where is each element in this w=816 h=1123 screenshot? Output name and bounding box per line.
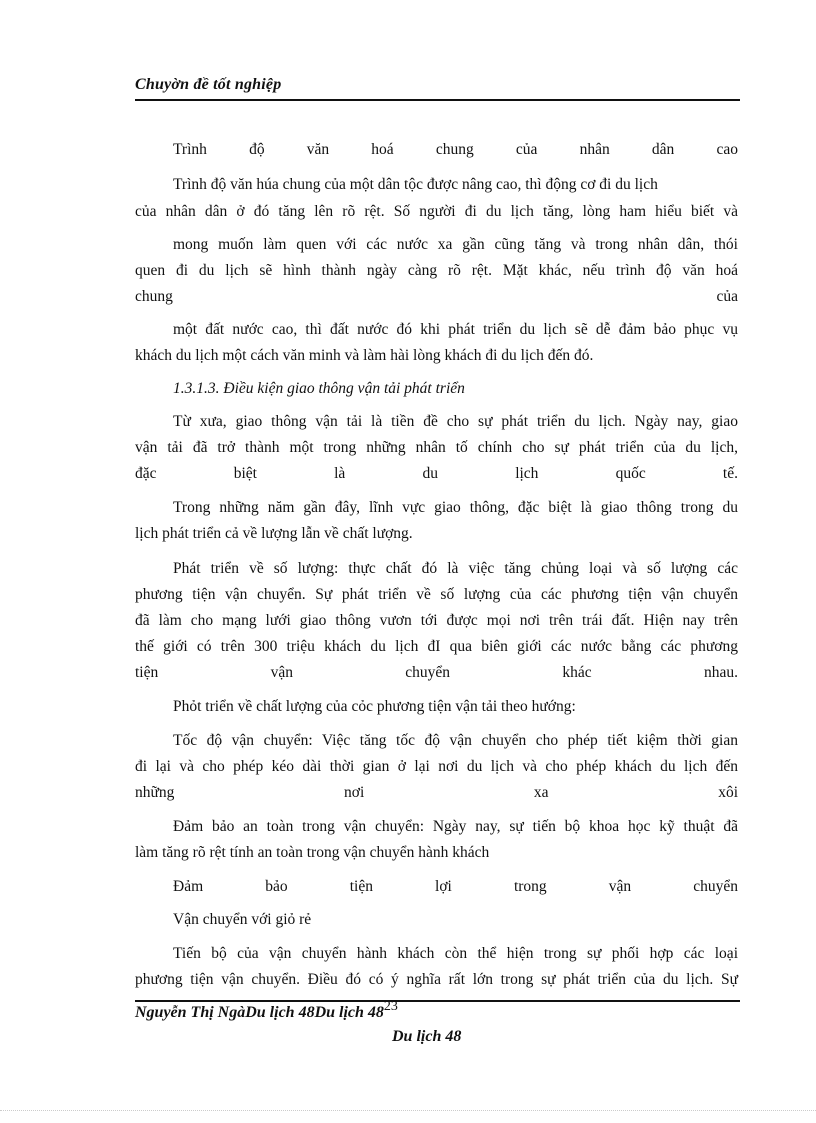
text-line: một đất nước cao, thì đất nước đó khi phát triển du lịch sẽ dễ đảm bảo phục vụ: [173, 321, 738, 338]
text-line: lịch phát triển cả về lượng lẫn về chất lượng.: [135, 525, 413, 542]
text-line: vận tải đã trở thành một trong những nhân tố chính cho sự phát triển của du lịch,: [135, 439, 738, 456]
text-line: Đảm bảo an toàn trong vận chuyển: Ngày nay, sự tiến bộ khoa học kỹ thuật đã: [173, 818, 738, 835]
text-line: Trong những năm gần đây, lĩnh vực giao thông, đặc biệt là giao thông trong du: [173, 499, 738, 516]
text-line: Vận chuyển với giỏ rẻ: [173, 911, 312, 928]
subsection-heading: 1.3.1.3. Điều kiện giao thông vận tải phát triển: [173, 380, 465, 397]
text-line: tiện vận chuyển khác nhau.: [135, 664, 738, 681]
text-line: Phát triển về số lượng: thực chất đó là việc tăng chủng loại và số lượng các: [173, 560, 738, 577]
text-line: đặc biệt là du lịch quốc tế.: [135, 465, 738, 482]
text-line: Trình độ văn hoá chung của nhân dân cao: [173, 141, 738, 158]
page-header-title: Chuyờn đề tốt nghiệp: [135, 76, 282, 93]
text-line: chung của: [135, 288, 738, 305]
text-line: thế giới có trên 300 triệu khách du lịch đI qua biên giới các nước bằng các phương: [135, 638, 738, 655]
page-number: 23: [383, 999, 398, 1014]
text-line: Tốc độ vận chuyển: Việc tăng tốc độ vận chuyển cho phép tiết kiệm thời gian: [173, 732, 738, 749]
text-line: đi lại và cho phép kéo dài thời gian ở lại nơi du lịch và cho phép khách du lịch đến: [135, 758, 738, 775]
text-line: Trình độ văn húa chung của một dân tộc được nâng cao, thì động cơ đi du lịch: [173, 176, 658, 193]
header-divider: [135, 99, 740, 101]
text-line: khách du lịch một cách văn minh và làm hài lòng khách đi du lịch đến đó.: [135, 347, 594, 364]
footer-line: [135, 999, 398, 1022]
text-line: phương tiện vận chuyển. Sự phát triển về số lượng của các phương tiện vận chuyển: [135, 586, 738, 603]
text-line: Tiến bộ của vận chuyển hành khách còn thể hiện trong sự phối hợp các loại: [173, 945, 738, 962]
text-line: quen đi du lịch sẽ hình thành ngày càng rõ rệt. Mặt khác, nếu trình độ văn hoá: [135, 262, 738, 279]
text-line: phương tiện vận chuyển. Điều đó có ý nghĩa rất lớn trong sự phát triển của du lịch. Sự: [135, 971, 738, 988]
footer-divider: [135, 1000, 740, 1002]
text-line: mong muốn làm quen với các nước xa gần cũng tăng và trong nhân dân, thói: [173, 236, 738, 253]
text-line: của nhân dân ở đó tăng lên rõ rệt. Số người đi du lịch tăng, lòng ham hiểu biết và: [135, 203, 738, 220]
text-line: Phỏt triển về chất lượng của cỏc phương tiện vận tải theo hướng:: [173, 698, 576, 715]
page-edge-divider: [0, 1110, 816, 1111]
text-line: làm tăng rõ rệt tính an toàn trong vận chuyển hành khách: [135, 844, 490, 861]
text-line: Đảm bảo tiện lợi trong vận chuyển: [173, 878, 738, 895]
text-line: những nơi xa xôi: [135, 784, 738, 801]
text-line: Từ xưa, giao thông vận tải là tiền đề cho sự phát triển du lịch. Ngày nay, giao: [173, 413, 738, 430]
footer-author: Nguyễn Thị NgàDu lịch 48Du lịch 48: [135, 1004, 384, 1021]
footer-line-2: Du lịch 48: [392, 1028, 462, 1045]
text-line: đã làm cho mạng lưới giao thông vươn tới được mọi nơi trên trái đất. Hiện nay trên: [135, 612, 738, 629]
